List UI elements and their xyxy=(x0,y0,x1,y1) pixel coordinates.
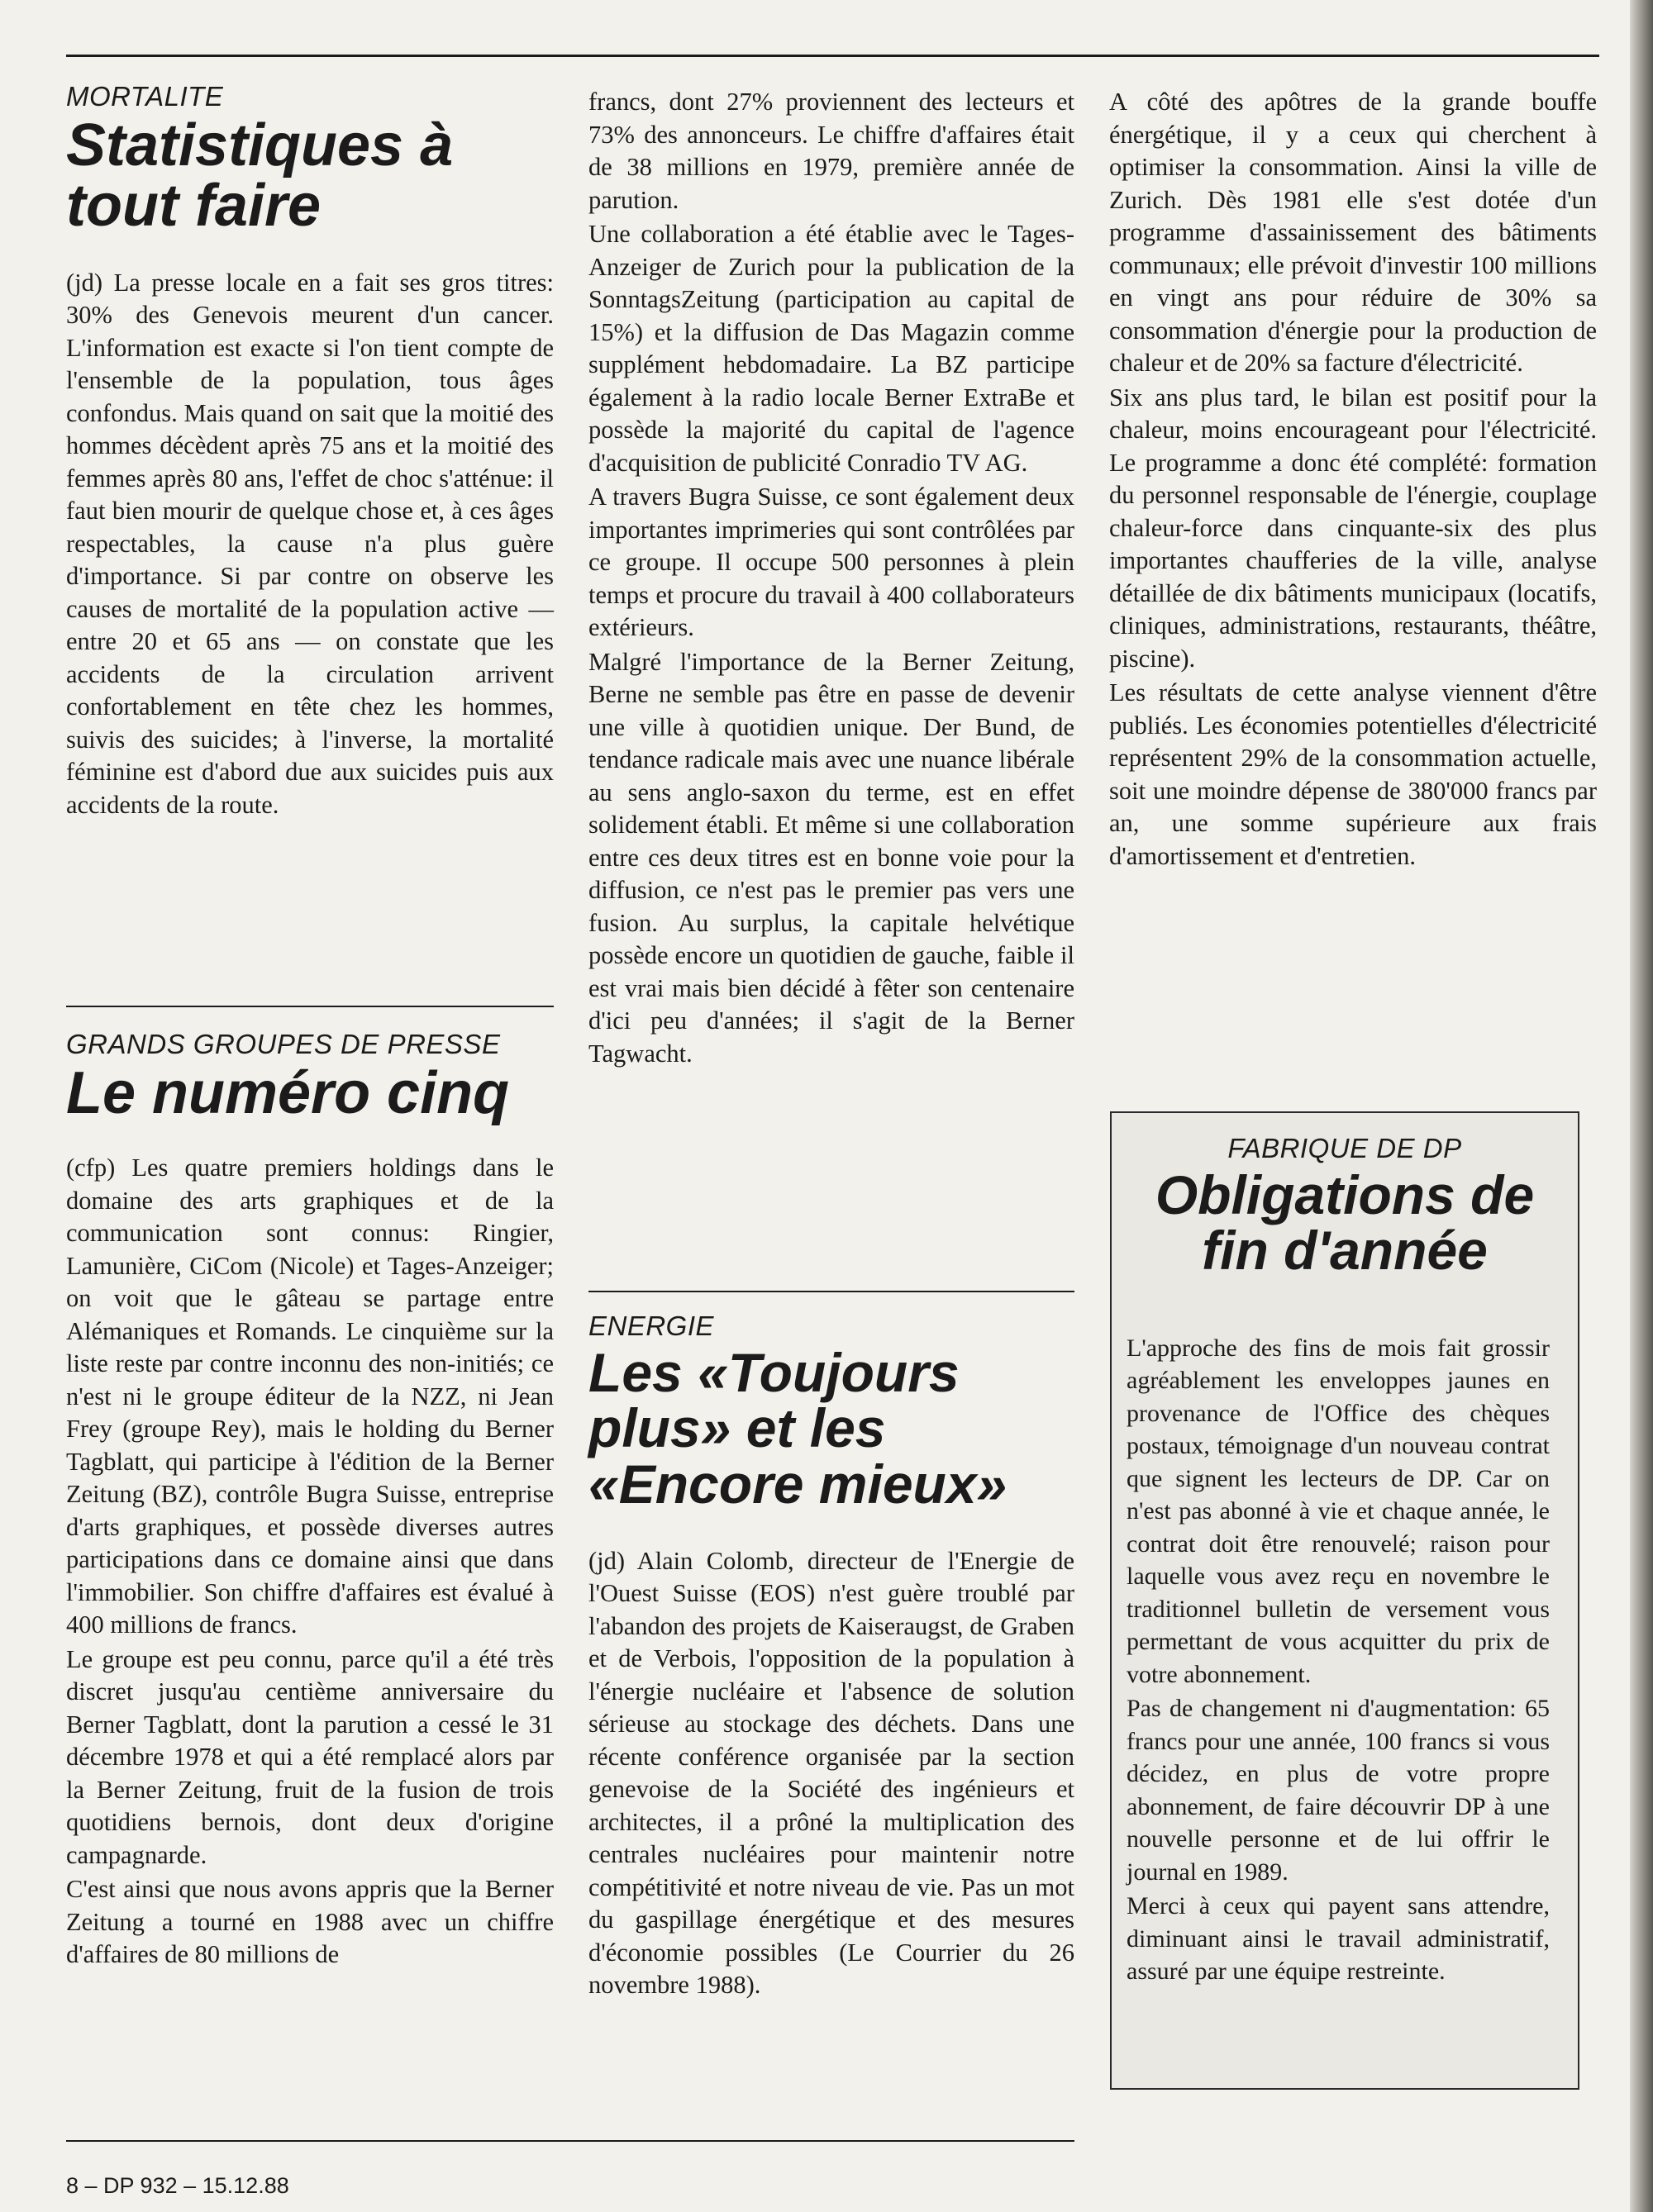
section-rule xyxy=(66,1006,554,1007)
paragraph: Merci à ceux qui payent sans attendre, diminuant ainsi le travail administratif, assuré par une équipe restreinte. xyxy=(1127,1892,1550,1986)
paragraph: (cfp) Les quatre premiers holdings dans le domaine des arts graphiques et de la communication sont connus: Ringier, Lamunière, CiCom (Nicole) et Tages-Anzeiger; on voit que le gâteau se partage entre Alémaniques et Romands. Le cinquième sur la liste reste par contre inconnu des non-initiés; ce n'est ni le groupe éditeur de la NZZ, ni Jean Frey (groupe Rey), mais le holding du Berner Tagblatt, qui participe à l'édition de la Berner Zeitung (BZ), contrôle Bugra Suisse, entreprise d'arts graphiques, et possède diverses autres participations dans ce domaine ainsi que dans l'immobilier. Son chiffre d'affaires est évalué à 400 millions de francs. xyxy=(66,1154,554,1639)
article-energie-continued xyxy=(1109,86,1597,873)
kicker-energie: ENERGIE xyxy=(588,1311,715,1341)
paragraph: Les résultats de cette analyse viennent d'être publiés. Les économies potentielles d'électricité représentent 29% de la consommation actuelle, soit une moindre dépense de 380'000 francs par an, une somme supérieure aux frais d'amortissement et d'entretien. xyxy=(1109,678,1597,870)
article-energie xyxy=(588,1311,1074,2002)
paragraph: L'approche des fins de mois fait grossir agréablement les enveloppes jaunes en provenance de l'Office des chèques postaux, témoignage d'un nouveau contrat que signent les lecteurs de DP. Car on n'est pas abonné à vie et chaque année, le contrat doit être renouvelé; raison pour laquelle vous avez reçu en novembre le traditionnel bulletin de versement vous permettant de vous acquitter du prix de votre abonnement. xyxy=(1127,1334,1550,1688)
boxed-article-fabrique xyxy=(1110,1111,1579,2090)
headline-groupes: Le numéro cinq xyxy=(66,1060,510,1126)
kicker-mortalite: MORTALITE xyxy=(66,81,224,112)
headline-mortalite: Statistiques à tout faire xyxy=(66,112,454,240)
paragraph: Une collaboration a été établie avec le Tages-Anzeiger de Zurich pour la publication de la SonntagsZeitung (participation au capital de 15%) et la diffusion de Das Magazin comme supplément hebdomadaire. La BZ participe également à la radio locale Berner ExtraBe et possède la majorité du capital de l'agence d'acquisition de publicité Conradio TV AG. xyxy=(588,220,1074,477)
body-energie-continued xyxy=(1109,86,1597,873)
paragraph: francs, dont 27% proviennent des lecteurs et 73% des annonceurs. Le chiffre d'affaires était de 38 millions en 1979, première année de parution. xyxy=(588,88,1074,214)
paragraph: A travers Bugra Suisse, ce sont également deux importantes imprimeries qui sont contrôlées par ce groupe. Il occupe 500 personnes à plein temps et procure du travail à 400 collaborateurs extérieurs. xyxy=(588,483,1074,641)
body-groupes-continued xyxy=(588,86,1074,1070)
headline-energie: Les «Toujours plus» et les «Encore mieux» xyxy=(588,1342,1008,1515)
page-edge-shadow xyxy=(1630,0,1653,2212)
paragraph: Six ans plus tard, le bilan est positif pour la chaleur, moins encourageant pour l'électricité. Le programme a donc été complété: formation du personnel responsable de l'énergie, couplage chaleur-force dans cinquante-six des plus importantes chaufferies de la ville, analyse détaillée de dix bâtiments municipaux (locatifs, cliniques, administrations, restaurants, théâtre, piscine). xyxy=(1109,383,1597,673)
paragraph: Malgré l'importance de la Berner Zeitung, Berne ne semble pas être en passe de devenir une ville à quotidien unique. Der Bund, de tendance radicale mais avec une nuance libérale au sens anglo-saxon du terme, est en effet solidement établi. Et même si une collaboration entre ces deux titres est en bonne voie pour la diffusion, ce n'est pas le premier pas vers une fusion. Au surplus, la capitale helvétique possède encore un quotidien de gauche, faible il est vrai mais bien décidé à fêter son centenaire d'ici peu d'années; il s'agit de la Berner Tagwacht. xyxy=(588,647,1074,1068)
paragraph: C'est ainsi que nous avons appris que la Berner Zeitung a tourné en 1988 avec un chiffre d'affaires de 80 millions de xyxy=(66,1875,554,1969)
body-energie xyxy=(588,1545,1074,2002)
body-groupes xyxy=(66,1152,554,1972)
fabrique-header xyxy=(1112,1113,1578,1282)
kicker-fabrique: FABRIQUE DE DP xyxy=(1227,1133,1462,1163)
top-rule xyxy=(66,55,1599,57)
headline-fabrique: Obligations de fin d'année xyxy=(1155,1164,1535,1282)
section-rule xyxy=(588,1291,1074,1292)
paragraph: Le groupe est peu connu, parce qu'il a été très discret jusqu'au centième anniversaire du Berner Tagblatt, dont la parution a cessé le 31 décembre 1978 et qui a été remplacé alors par la Berner Zeitung, fruit de la fusion de trois quotidiens bernois, dont deux d'origine campagnarde. xyxy=(66,1644,554,1869)
paragraph: (jd) Alain Colomb, directeur de l'Energie de l'Ouest Suisse (EOS) n'est guère troublé par l'abandon des projets de Kaiseraugst, de Graben et de Verbois, l'opposition de la population à l'énergie nucléaire et l'absence de solution sérieuse au stockage des déchets. Dans une récente conférence organisée par la section genevoise de la Société des ingénieurs et architectes, il a prôné la multiplication des centrales nucléaires pour maintenir notre compétitivité et notre niveau de vie. Pas un mot du gaspillage énergétique et des mesures d'économie possibles (Le Courrier du 26 novembre 1988). xyxy=(588,1546,1074,2000)
article-groupes-continued xyxy=(588,86,1074,1070)
body-fabrique xyxy=(1112,1332,1578,1988)
body-mortalite xyxy=(66,267,554,822)
article-groupes xyxy=(66,1029,554,1972)
page-folio: 8 – DP 932 – 15.12.88 xyxy=(66,2173,289,2198)
kicker-groupes: GRANDS GROUPES DE PRESSE xyxy=(66,1029,501,1059)
paragraph: (jd) La presse locale en a fait ses gros titres: 30% des Genevois meurent d'un cancer. L'information est exacte si l'on tient compte de l'ensemble de la population, tous âges confondus. Mais quand on sait que la moitié des hommes décèdent après 75 ans et la moitié des femmes après 80 ans, l'effet de choc s'atténue: il faut bien mourir de quelque chose et, à ces âges respectables, la cause n'a plus guère d'importance. Si par contre on observe les causes de mortalité de la population active — entre 20 et 65 ans — on constate que les accidents de la circulation arrivent confortablement en tête chez les hommes, suivis des suicides; à l'inverse, la mortalité féminine est d'abord due aux suicides puis aux accidents de la route. xyxy=(66,268,554,819)
paragraph: Pas de changement ni d'augmentation: 65 francs pour une année, 100 francs si vous décidez, en plus de votre propre abonnement, de faire découvrir DP à une nouvelle personne et de lui offrir le journal en 1989. xyxy=(1127,1695,1550,1886)
bottom-rule xyxy=(66,2140,1074,2142)
paragraph: A côté des apôtres de la grande bouffe énergétique, il y a ceux qui cherchent à optimiser la consommation. Ainsi la ville de Zurich. Dès 1981 elle s'est dotée d'un programme d'assainissement des bâtiments communaux; elle prévoit d'investir 100 millions en vingt ans pour réduire de 30% sa consommation d'énergie pour la production de chaleur et de 20% sa facture d'électricité. xyxy=(1109,88,1597,377)
article-mortalite xyxy=(66,81,554,821)
